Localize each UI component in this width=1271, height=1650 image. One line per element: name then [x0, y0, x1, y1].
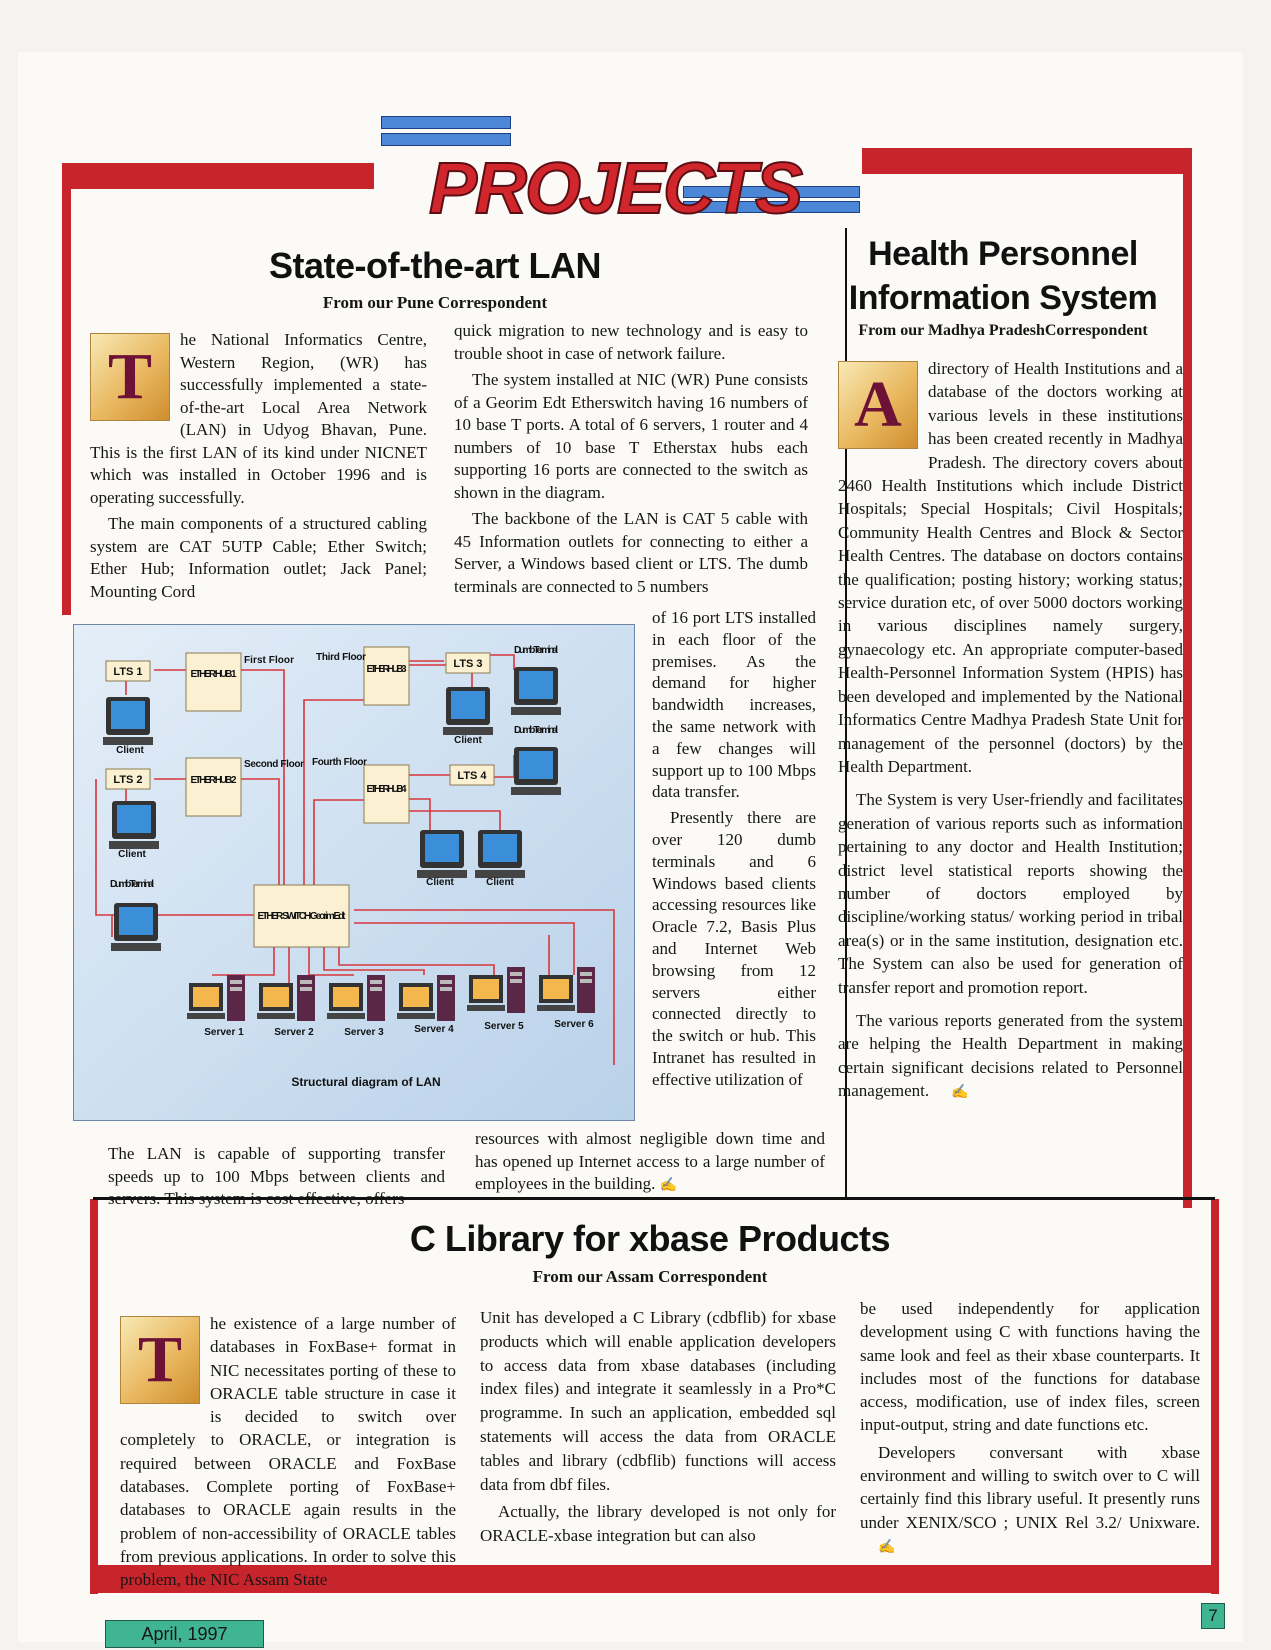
lan-col-2-narrow — [652, 607, 816, 1091]
page-number: 7 — [1201, 1603, 1225, 1629]
clib-paragraph-5-wrap — [860, 1441, 1200, 1559]
frame-lower-left-edge — [90, 1199, 98, 1594]
lan-col-2-tail — [475, 1128, 825, 1202]
lan-paragraph-2: The main components of a structured cabling system are CAT 5UTP Cable; Ether Switch; Ether Hub; Information outlet; Jack Panel; Mounting Cord — [90, 514, 427, 601]
health-paragraph-2: The System is very User-friendly and facilitates generation of various reports such as information pertaining to any doctor and Health Institution; district level statistical reports showing the number of doctors employed by discipline/working status/ working period in tribal area(s) or in the same institution, designation etc. The System can also be used for generation of transfer report and promotion report. — [838, 790, 1183, 997]
frame-right-edge — [1183, 148, 1192, 1208]
lan-col-1 — [90, 329, 427, 607]
dumb-terminal-1-monitor-icon — [111, 903, 161, 951]
clib-dropcap: T — [120, 1316, 200, 1404]
health-byline: From our Madhya PradeshCorrespondent — [858, 322, 1148, 339]
logo-bar-1 — [381, 116, 511, 129]
lts3-label: LTS 3 — [453, 658, 483, 670]
lan-title: State-of-the-art LAN — [269, 245, 601, 286]
end-mark-icon: ✍ — [878, 1539, 896, 1555]
client-1-label: Client — [116, 745, 144, 756]
clib-paragraph-3: Actually, the library developed is not only for ORACLE-xbase integration but can also — [480, 1502, 836, 1546]
health-paragraph-3: The various reports generated from the system are helping the Health Department in making certain significant decisions related to Personnel management. — [838, 1010, 1183, 1101]
lan-diagram — [73, 624, 635, 1121]
lan-paragraph-6b-wrap — [475, 1128, 825, 1198]
diagram-caption: Structural diagram of LAN — [291, 1075, 441, 1089]
server-4-label: Server 4 — [414, 1024, 454, 1035]
client-3-label: Client — [454, 735, 482, 746]
clib-paragraph-4: be used independently for application development using C with functions having the same look and feel as their xbase counterparts. It includes most of the functions for database access, modification, use of index files, screen input-output, string and date functions etc. — [860, 1299, 1200, 1435]
frame-top-right-bar — [862, 148, 1192, 174]
dumb-terminal-1-label: Dumb Terminal — [110, 879, 154, 890]
clib-paragraph-1: he existence of a large number of databases in FoxBase+ format in NIC necessitates porting of these to ORACLE table structure in case it is decided to switch over completely to ORACLE, or integration is required between ORACLE and FoxBase databases. Complete porting of FoxBase+ databases to ORACLE again results in the problem of non-accessibility of ORACLE tables from previous applications. In order to solve this problem, the NIC Assam State — [120, 1314, 456, 1590]
dumb-terminal-2-monitor-icon — [511, 667, 561, 715]
lan-paragraph-6: Presently there are over 120 dumb terminals and 6 Windows based clients accessing resources like Oracle 7.2, Basis Plus and Internet Web browsing from 12 servers either connected directly to the switch or hub. This Intranet has resulted in effective utilization of — [652, 808, 816, 1089]
projects-logo-text: PROJECTS — [428, 149, 802, 229]
hub2-label: ETHER HUB 2 — [190, 775, 237, 786]
lan-col-2 — [454, 320, 808, 598]
clib-title: C Library for xbase Products — [409, 1218, 891, 1259]
health-title: Health Personnel Information System — [848, 235, 1158, 317]
lan-paragraph-6b: resources with almost negligible down time and has opened up Internet access to a large number of employees in the building. — [475, 1129, 825, 1193]
lan-paragraph-5b: of 16 port LTS installed in each floor of the premises. As the demand for higher bandwidth increases, the same network with a few changes will support up to 100 Mbps data transfer. — [652, 608, 816, 802]
clib-col-1 — [120, 1312, 456, 1596]
fourth-floor-label: Fourth Floor — [312, 757, 367, 768]
third-floor-label: Third Floor — [316, 652, 366, 663]
projects-logo — [425, 137, 805, 237]
frame-lower-right-edge — [1211, 1199, 1219, 1594]
health-dropcap: A — [838, 361, 918, 449]
client-4-label: Client — [426, 877, 454, 888]
client-5-monitor-icon — [475, 830, 525, 878]
switch-label: ETHER SWITCH Georim Edt — [257, 911, 346, 922]
second-floor-label: Second Floor — [244, 759, 304, 770]
frame-top-left-bar — [62, 163, 374, 189]
footer-date: April, 1997 — [105, 1620, 264, 1648]
server-5-label: Server 5 — [484, 1021, 524, 1032]
hub4-label: ETHER HUB 4 — [366, 784, 407, 795]
lts1-label: LTS 1 — [113, 666, 143, 678]
client-3-monitor-icon — [443, 687, 493, 735]
clib-col-2 — [480, 1306, 836, 1552]
lan-paragraph-1: he National Informatics Centre, Western Region, (WR) has successfully implemented a state-of-the-art Local Area Network (LAN) in Udyog Bhavan, Pune. This is the first LAN of its kind under NICNET which was installed in October 1996 and is operating successfully. — [90, 330, 427, 507]
first-floor-label: First Floor — [244, 655, 294, 666]
server-6-label: Server 6 — [554, 1019, 594, 1030]
dumb-terminal-3-label: Dumb Terminal — [514, 725, 558, 736]
end-mark-icon: ✍ — [659, 1178, 678, 1193]
dumb-terminal-2-label: Dumb Terminal — [514, 645, 558, 656]
dumb-terminal-3-monitor-icon — [511, 747, 561, 795]
end-mark-icon: ✍ — [951, 1085, 969, 1101]
client-5-label: Client — [486, 877, 514, 888]
health-paragraph-1: directory of Health Institutions and a database of the doctors working at various levels in these institutions has been created recently in Madhya Pradesh. The directory covers about 2460 Health Institutions which include District Hospitals; Special Hospitals; Civil Hospitals; Community Health Centres and Block & Sector Health Centres. The database on doctors contains the qualification; posting history; working status; service duration etc, of over 5000 doctors working in various disciplines namely surgery, gynaecology etc. An appropriate computer-based Health-Personnel Information System (HPIS) has been developed and implemented by the National Informatics Centre Madhya Pradesh State Unit for management of the personnel (doctors) by the Health Department. — [838, 359, 1183, 776]
client-2-label: Client — [118, 849, 146, 860]
server-1-label: Server 1 — [204, 1027, 244, 1038]
lan-diagram-svg — [74, 625, 634, 1120]
lan-byline: From our Pune Correspondent — [322, 293, 548, 312]
lan-col-1-tail — [108, 1143, 445, 1215]
lan-paragraph-7: The LAN is capable of supporting transfer speeds up to 100 Mbps between clients and servers. This system is cost effective, offers — [108, 1144, 445, 1208]
hub1-label: ETHER HUB 1 — [190, 669, 237, 680]
clib-paragraph-5: Developers conversant with xbase environment and willing to switch over to C will certainly find this library useful. It presently runs under XENIX/SCO ; UNIX Rel 3.2/ Unixware. — [860, 1442, 1200, 1532]
lan-paragraph-4: The system installed at NIC (WR) Pune consists of a Georim Edt Etherswitch having 16 numbers of 10 base T ports. A total of 6 servers, 1 router and 4 numbers of 10 base T Etherstax hubs each supporting 16 ports are connected to the switch as shown in the diagram. — [454, 370, 808, 502]
clib-col-3 — [860, 1297, 1200, 1563]
lan-paragraph-3: quick migration to new technology and is easy to trouble shoot in case of network failure. — [454, 321, 808, 363]
frame-left-edge — [62, 163, 71, 615]
client-1-monitor-icon — [103, 697, 153, 745]
hub3-label: ETHER HUB 3 — [366, 664, 407, 675]
lan-dropcap: T — [90, 333, 170, 421]
server-2-label: Server 2 — [274, 1027, 314, 1038]
client-4-monitor-icon — [417, 830, 467, 878]
lan-paragraph-5: The backbone of the LAN is CAT 5 cable with 45 Information outlets for connecting to either a Server, a Windows based client or LTS. The dumb terminals are connected to 5 numbers — [454, 509, 808, 596]
clib-paragraph-2: Unit has developed a C Library (cdbflib) for xbase products which will enable application developers to access data from xbase databases (including index files) and integrate it seamlessly in a Pro*C programme. In such an application, embedded sql statements will access the data from ORACLE tables and library (cdbflib) functions will access data from dbf files. — [480, 1308, 836, 1494]
clib-byline: From our Assam Correspondent — [532, 1267, 768, 1286]
health-col — [838, 357, 1183, 1109]
health-paragraph-3-wrap — [838, 1009, 1183, 1105]
lts2-label: LTS 2 — [113, 774, 143, 786]
client-2-monitor-icon — [109, 801, 159, 849]
server-3-label: Server 3 — [344, 1027, 384, 1038]
lts4-label: LTS 4 — [457, 770, 487, 782]
